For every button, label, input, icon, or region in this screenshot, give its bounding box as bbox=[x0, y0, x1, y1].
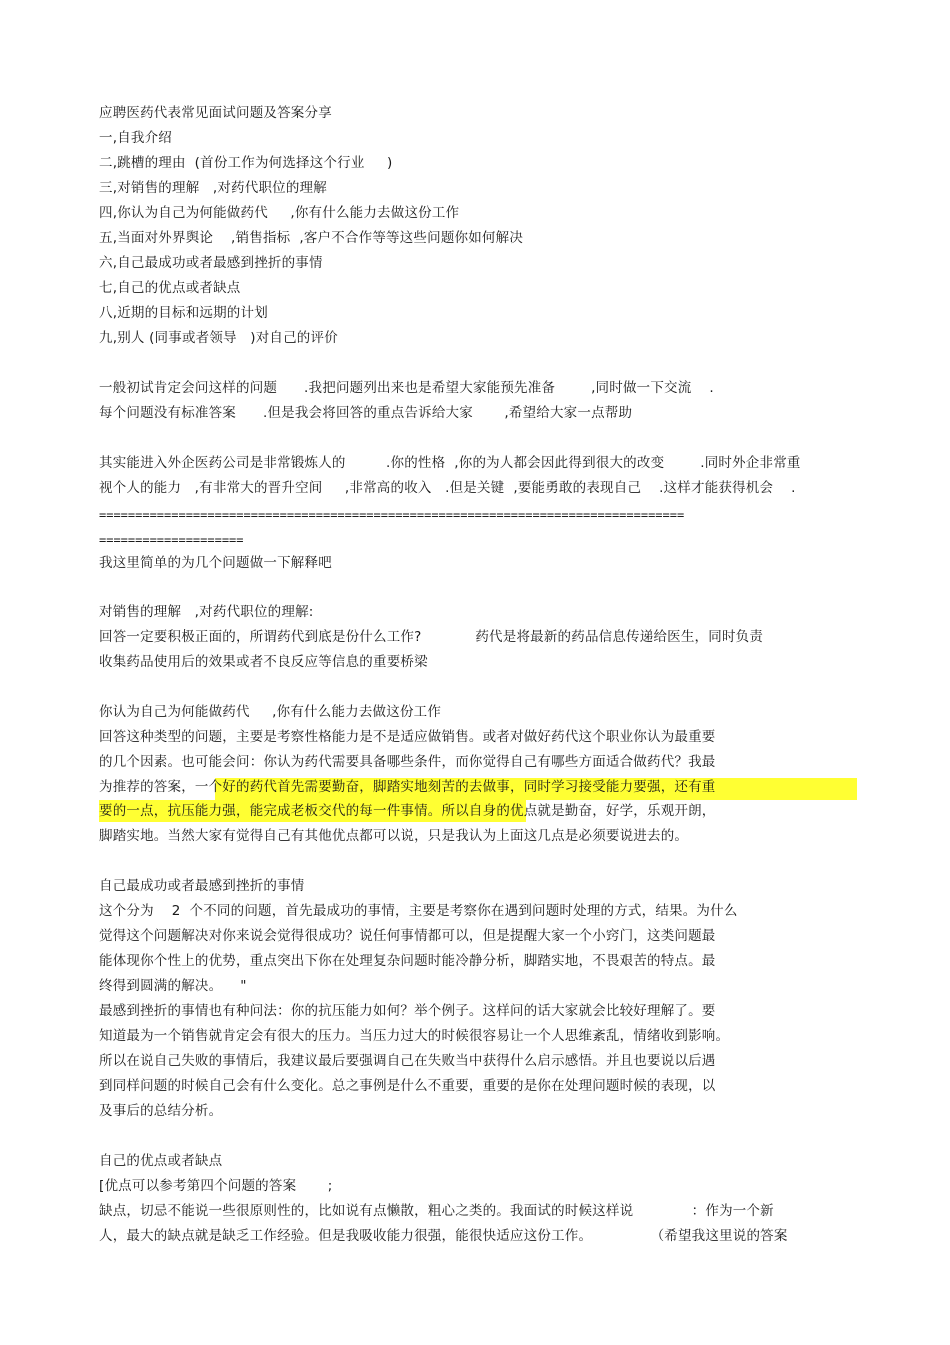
section-success-heading: 自己最成功或者最感到挫折的事情 bbox=[99, 878, 305, 894]
section-success-line-4: 终得到圆满的解决。 " bbox=[99, 978, 247, 994]
intro-line-1: 一般初试肯定会问这样的问题 .我把问题列出来也是希望大家能预先准备 ,同时做一下交流 . bbox=[99, 380, 714, 396]
section-success-line-9: 及事后的总结分析。 bbox=[99, 1103, 223, 1119]
section-ability-line-3 bbox=[99, 778, 716, 796]
section-ability-line-1: 回答这种类型的问题，主要是考察性格能力是不是适应做销售。或者对做好药代这个职业你认为最重要 bbox=[99, 729, 716, 745]
section-strengths-line-1: [优点可以参考第四个问题的答案 ; bbox=[99, 1178, 333, 1194]
question-2: 二,跳槽的理由 (首份工作为何选择这个行业 ) bbox=[99, 155, 393, 171]
section-success-line-6: 知道最为一个销售就肯定会有很大的压力。当压力过大的时候很容易让一个人思维紊乱，情绪收到影响。 bbox=[99, 1028, 730, 1044]
section-strengths-line-3: 人，最大的缺点就是缺乏工作经验。但是我吸收能力很强，能很快适应这份工作。 （希望我这里说的答案 bbox=[99, 1228, 788, 1244]
question-9: 九,别人 (同事或者领导 )对自己的评价 bbox=[99, 330, 338, 346]
highlighted-text-2: 要的一点，抗压能力强，能完成老板交代的每一件事情。所以自身 bbox=[99, 803, 497, 819]
section-success-line-2: 觉得这个问题解决对你来说会觉得很成功？说任何事情都可以，但是提醒大家一个小窍门，这类问题最 bbox=[99, 928, 716, 944]
section-strengths-heading: 自己的优点或者缺点 bbox=[99, 1153, 223, 1169]
section-ability-heading: 你认为自己为何能做药代 ,你有什么能力去做这份工作 bbox=[99, 704, 442, 720]
section-sales-line-2: 收集药品使用后的效果或者不良反应等信息的重要桥梁 bbox=[99, 654, 428, 670]
question-5: 五,当面对外界舆论 ,销售指标 ,客户不合作等等这些问题你如何解决 bbox=[99, 230, 524, 246]
document-title: 应聘医药代表常见面试问题及答案分享 bbox=[99, 105, 332, 121]
section-sales-heading: 对销售的理解 ,对药代职位的理解: bbox=[99, 604, 314, 620]
question-1: 一,自我介绍 bbox=[99, 130, 172, 146]
explain-line: 我这里简单的为几个问题做一下解释吧 bbox=[99, 555, 332, 571]
section-success-line-8: 到同样问题的时候自己会有什么变化。总之事例是什么不重要，重要的是你在处理问题时候的表现，以 bbox=[99, 1078, 716, 1094]
divider-line-2: ==================== bbox=[99, 533, 244, 547]
line-4-suffix: 的优点就是勤奋，好学，乐观开朗， bbox=[496, 803, 716, 819]
foreign-para-line-1: 其实能进入外企医药公司是非常锻炼人的 .你的性格 ,你的为人都会因此得到很大的改变 .同时外企非常重 bbox=[99, 455, 801, 471]
section-success-line-3: 能体现你个性上的优势，重点突出下你在处理复杂问题时能冷静分析，脚踏实地，不畏艰苦的特点。最 bbox=[99, 953, 716, 969]
intro-line-2: 每个问题没有标准答案 .但是我会将回答的重点告诉给大家 ,希望给大家一点帮助 bbox=[99, 405, 633, 421]
section-ability-line-5: 脚踏实地。当然大家有觉得自己有其他优点都可以说，只是我认为上面这几点是必须要说进去的。 bbox=[99, 828, 689, 844]
section-success-line-1: 这个分为 2 个不同的问题，首先最成功的事情，主要是考察你在遇到问题时处理的方式，结果。为什么 bbox=[99, 903, 738, 919]
section-sales-line-1: 回答一定要积极正面的，所谓药代到底是份什么工作? 药代是将最新的药品信息传递给医生，同时负责 bbox=[99, 629, 764, 645]
section-success-line-7: 所以在说自己失败的事情后，我建议最后要强调自己在失败当中获得什么启示感悟。并且也要说以后遇 bbox=[99, 1053, 716, 1069]
section-ability-line-4 bbox=[99, 802, 716, 820]
divider-line-1: ================================================================================= bbox=[99, 508, 685, 522]
line-3-prefix: 为推荐的答案，一 bbox=[99, 779, 209, 795]
section-ability-line-2: 的几个因素。也可能会问：你认为药代需要具备哪些条件，而你觉得自己有哪些方面适合做药代？我最 bbox=[99, 754, 716, 770]
section-strengths-line-2: 缺点，切忌不能说一些很原则性的，比如说有点懒散，粗心之类的。我面试的时候这样说 ：作为一个新 bbox=[99, 1203, 774, 1219]
question-3: 三,对销售的理解 ,对药代职位的理解 bbox=[99, 180, 327, 196]
question-4: 四,你认为自己为何能做药代 ,你有什么能力去做这份工作 bbox=[99, 205, 460, 221]
question-6: 六,自己最成功或者最感到挫折的事情 bbox=[99, 255, 323, 271]
foreign-para-line-2: 视个人的能力 ,有非常大的晋升空间 ,非常高的收入 .但是关键 ,要能勇敢的表现自己 .这样才能获得机会 . bbox=[99, 480, 796, 496]
highlighted-text-1: 个好的药代首先需要勤奋，脚踏实地刻苦的去做事，同时学习接受能力要强，还有重 bbox=[208, 779, 716, 795]
question-7: 七,自己的优点或者缺点 bbox=[99, 280, 241, 296]
section-success-line-5: 最感到挫折的事情也有种问法：你的抗压能力如何？举个例子。这样问的话大家就会比较好理解了。要 bbox=[99, 1003, 716, 1019]
question-8: 八,近期的目标和远期的计划 bbox=[99, 305, 268, 321]
